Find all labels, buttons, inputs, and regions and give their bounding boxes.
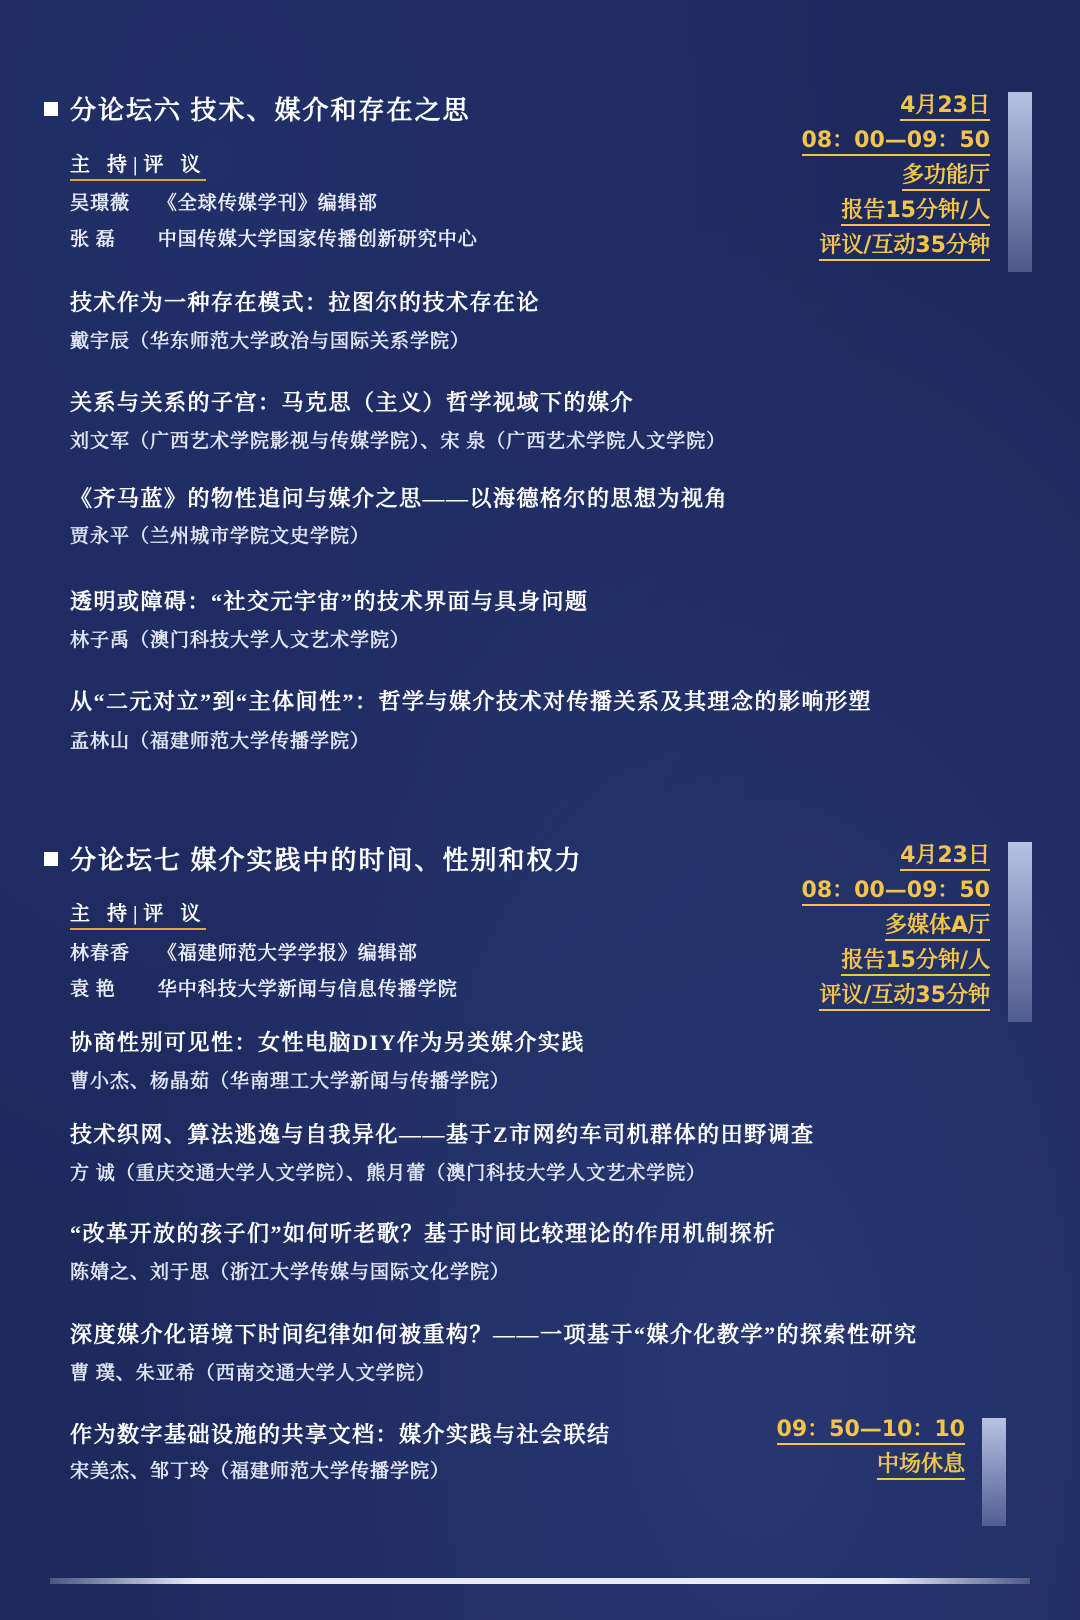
paper-title: 从“二元对立”到“主体间性”：哲学与媒介技术对传播关系及其理念的影响形塑 xyxy=(70,689,873,714)
paper-title: 技术作为一种存在模式：拉图尔的技术存在论 xyxy=(70,290,541,315)
forum6-time: 08：00—09：50 xyxy=(802,128,990,156)
forum7-title: 分论坛七 媒介实践中的时间、性别和权力 xyxy=(70,846,583,875)
host-name: 袁 艳 xyxy=(70,979,116,1000)
host-name: 张 磊 xyxy=(70,229,116,250)
decorative-bar xyxy=(982,1418,1006,1526)
forum6-host-2 xyxy=(70,224,478,251)
paper-author: 戴宇辰（华东师范大学政治与国际关系学院） xyxy=(70,331,471,352)
break-label: 中场休息 xyxy=(877,1452,965,1480)
forum7-host-label: 主 持|评 议 xyxy=(70,897,206,930)
paper-author: 宋美杰、邹丁玲（福建师范大学传播学院） xyxy=(70,1461,451,1482)
paper-author: 陈婧之、刘于思（浙江大学传媒与国际文化学院） xyxy=(70,1262,511,1283)
forum6-report-duration: 报告15分钟/人 xyxy=(841,198,990,226)
paper-author: 方 诚（重庆交通大学人文学院）、熊月蕾（澳门科技大学人文艺术学院） xyxy=(70,1163,707,1184)
paper-title: 透明或障碍：“社交元宇宙”的技术界面与具身问题 xyxy=(70,589,589,614)
paper-author: 刘文军（广西艺术学院影视与传媒学院）、宋 泉（广西艺术学院人文学院） xyxy=(70,431,727,452)
paper-author: 孟林山（福建师范大学传播学院） xyxy=(70,731,371,752)
forum7-review-duration: 评议/互动35分钟 xyxy=(819,983,990,1011)
square-bullet-icon xyxy=(44,102,58,116)
host-affil: 《福建师范大学学报》编辑部 xyxy=(157,943,418,964)
forum6-host-1 xyxy=(70,188,378,215)
paper-title: 技术织网、算法逃逸与自我异化——基于Z市网约车司机群体的田野调查 xyxy=(70,1122,815,1147)
break-info xyxy=(777,1412,965,1482)
paper-title: 《齐马蓝》的物性追问与媒介之思——以海德格尔的思想为视角 xyxy=(70,486,729,511)
forum7-room: 多媒体A厅 xyxy=(885,913,990,941)
host-name: 林春香 xyxy=(70,943,131,964)
forum6-date: 4月23日 xyxy=(900,93,990,121)
forum6-title-row xyxy=(44,90,471,127)
forum7-host-1 xyxy=(70,938,418,965)
paper-author: 贾永平（兰州城市学院文史学院） xyxy=(70,526,371,547)
decorative-bar xyxy=(1008,842,1032,1022)
paper-title: 深度媒介化语境下时间纪律如何被重构？——一项基于“媒介化教学”的探索性研究 xyxy=(70,1322,918,1347)
bottom-divider xyxy=(50,1578,1030,1584)
host-affil: 华中科技大学新闻与信息传播学院 xyxy=(157,979,458,1000)
forum6-review-duration: 评议/互动35分钟 xyxy=(819,233,990,261)
host-affil: 《全球传媒学刊》编辑部 xyxy=(157,193,378,214)
forum7-report-duration: 报告15分钟/人 xyxy=(841,948,990,976)
paper-author: 曹小杰、杨晶茹（华南理工大学新闻与传播学院） xyxy=(70,1071,511,1092)
paper-author: 林子禹（澳门科技大学人文艺术学院） xyxy=(70,630,411,651)
forum7-title-row xyxy=(44,840,583,877)
host-name: 吴璟薇 xyxy=(70,193,131,214)
paper-title: 协商性别可见性：女性电脑DIY作为另类媒介实践 xyxy=(70,1030,585,1055)
forum7-host-2 xyxy=(70,974,458,1001)
forum7-date: 4月23日 xyxy=(900,843,990,871)
forum6-room: 多功能厅 xyxy=(902,163,990,191)
paper-title: “改革开放的孩子们”如何听老歌？基于时间比较理论的作用机制探析 xyxy=(70,1221,777,1246)
forum6-info xyxy=(802,88,990,263)
forum6-host-label: 主 持|评 议 xyxy=(70,148,206,181)
forum6-title: 分论坛六 技术、媒介和存在之思 xyxy=(70,96,471,125)
paper-author: 曹 璞、朱亚希（西南交通大学人文学院） xyxy=(70,1363,436,1384)
host-affil: 中国传媒大学国家传播创新研究中心 xyxy=(157,229,478,250)
forum7-time: 08：00—09：50 xyxy=(802,878,990,906)
forum7-info xyxy=(802,838,990,1013)
paper-title: 作为数字基础设施的共享文档：媒介实践与社会联结 xyxy=(70,1422,611,1447)
decorative-bar xyxy=(1008,92,1032,272)
break-time: 09：50—10：10 xyxy=(777,1417,965,1445)
square-bullet-icon xyxy=(44,852,58,866)
paper-title: 关系与关系的子宫：马克思（主义）哲学视域下的媒介 xyxy=(70,390,635,415)
